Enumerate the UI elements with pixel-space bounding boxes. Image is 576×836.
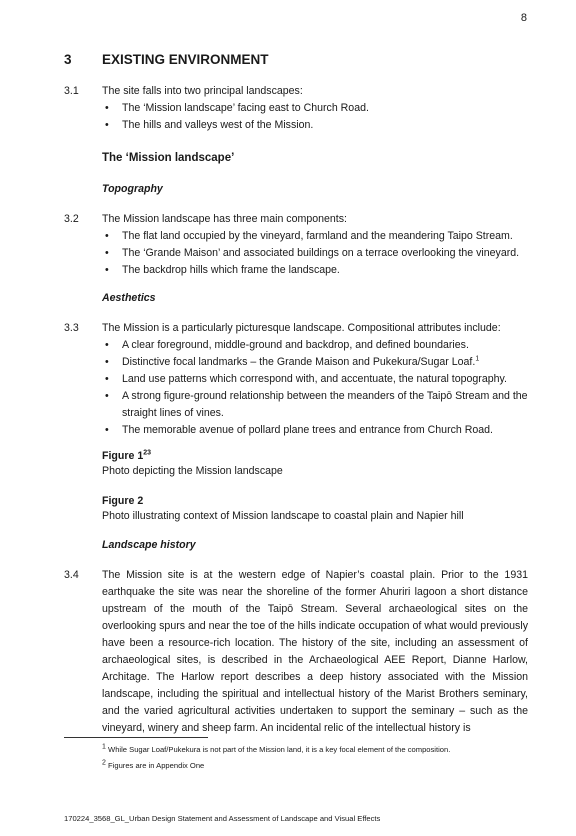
list-item	[102, 354, 528, 371]
subheading-landscape-history: Landscape history	[102, 539, 196, 551]
section-number: 3	[64, 52, 72, 67]
footnote-divider	[64, 737, 208, 738]
paragraph-3-2	[64, 211, 528, 279]
figure-title: Figure $1^{23}$	[102, 449, 152, 462]
paragraph-text: The Mission is a particularly picturesque landscape. Compositional attributes include:	[102, 322, 501, 334]
footnote-mark: 1	[102, 743, 106, 751]
footnote-ref: 23	[143, 449, 152, 457]
section-heading	[64, 52, 269, 67]
paragraph-number: 3.4	[64, 569, 79, 581]
footnote-mark: 2	[102, 759, 106, 767]
page-footer: 170224_3568_GL_Urban Design Statement and Assessment of Landscape and Visual Effects	[64, 814, 381, 823]
paragraph-3-1	[64, 83, 528, 134]
paragraph-3-4	[64, 567, 528, 737]
list-item: • The ‘Mission landscape’ facing east to Church Road.	[102, 100, 528, 117]
bullet-list	[102, 100, 528, 134]
list-item: • The flat land occupied by the vineyard, farmland and the meandering Taipo Stream.	[102, 228, 528, 245]
bullet-list	[102, 337, 528, 439]
paragraph-3-3	[64, 320, 528, 439]
paragraph-text: The site falls into two principal landscapes:	[102, 85, 303, 97]
section-title: EXISTING ENVIRONMENT	[102, 52, 269, 67]
page-number: 8	[520, 12, 527, 24]
figure-1-caption	[102, 449, 283, 479]
footnote-ref: 1	[475, 355, 480, 363]
list-item: • The memorable avenue of pollard plane trees and entrance from Church Road.	[102, 422, 528, 439]
paragraph-text: The Mission site is at the western edge of Napier’s coastal plain. Prior to the 1931 earthquake the site was near the shoreline of the former Ahuriri lagoon a short distance upstream of the mouth of the Taipō Stream. Several archaeological sites on the overlooking spurs and near the toe of the hills indicate occupation of what would previously have been a resource-rich location. The history of the site, including an assessment of archaeological sites, is described in the Archaeological AEE Report, Dianne Harlow, Architage. The Harlow report describes a deep history associated with the Mission landscape, including the spiritual and intellectual history of the Marist Brothers seminary, and the varied agricultural activities undertaken to support the seminary – such as the vineyard, winery and sheep farm. An incidental relic of the intellectual history is	[102, 569, 528, 734]
paragraph-number: 3.2	[64, 213, 79, 225]
list-item: • The hills and valleys west of the Mission.	[102, 117, 528, 134]
footnote-text: While Sugar Loaf/Pukekura is not part of the Mission land, it is a key focal element of the composition.	[108, 745, 451, 754]
paragraph-number: 3.3	[64, 322, 79, 334]
subheading-topography: Topography	[102, 183, 163, 195]
figure-2-caption	[102, 494, 464, 524]
footnote-text: Figures are in Appendix One	[108, 761, 205, 770]
list-item: • The ‘Grande Maison’ and associated buildings on a terrace overlooking the vineyard.	[102, 245, 528, 262]
subheading-mission-landscape: The ‘Mission landscape’	[102, 152, 235, 164]
bullet-list	[102, 228, 528, 279]
list-item-text: Distinctive focal landmarks – the Grande Maison and Pukekura/Sugar Loaf.	[122, 356, 476, 368]
figure-caption: Photo illustrating context of Mission landscape to coastal plain and Napier hill	[102, 510, 464, 522]
footnote-2	[102, 761, 204, 770]
footnote-1	[102, 745, 450, 754]
paragraph-text: The Mission landscape has three main components:	[102, 213, 347, 225]
list-item: • A clear foreground, middle-ground and backdrop, and defined boundaries.	[102, 337, 528, 354]
paragraph-number: 3.1	[64, 85, 79, 97]
figure-caption: Photo depicting the Mission landscape	[102, 465, 283, 477]
list-item: • The backdrop hills which frame the landscape.	[102, 262, 528, 279]
list-item: • Land use patterns which correspond with, and accentuate, the natural topography.	[102, 371, 528, 388]
list-item: • A strong figure-ground relationship between the meanders of the Taipō Stream and the straight lines of vines.	[102, 388, 528, 422]
figure-title: Figure 2	[102, 495, 144, 507]
subheading-aesthetics: Aesthetics	[102, 292, 156, 304]
